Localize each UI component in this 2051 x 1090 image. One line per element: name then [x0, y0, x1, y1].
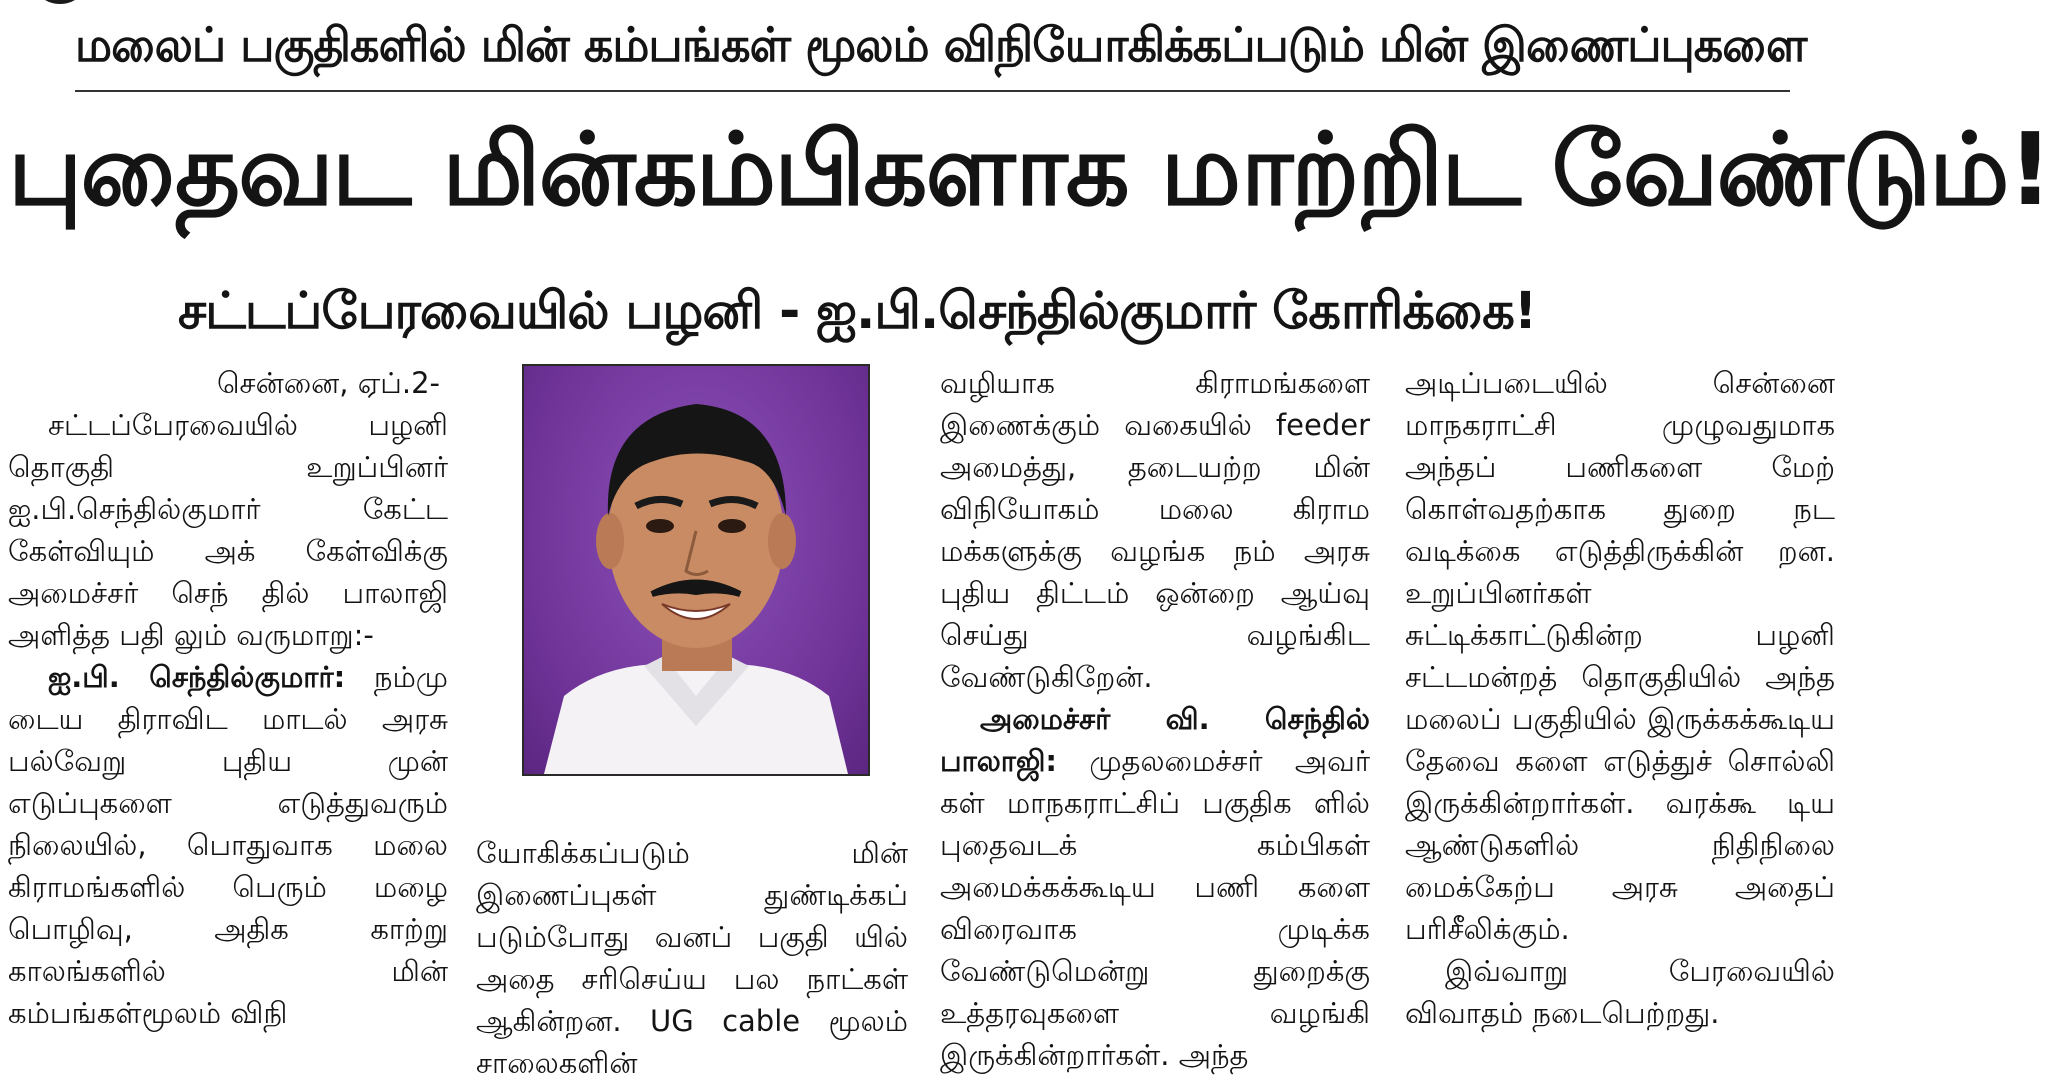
left-ear-shape — [596, 513, 624, 569]
col1-paragraph-2 — [8, 656, 448, 1034]
dateline: சென்னை, ஏப்.2- — [216, 366, 440, 400]
corner-ornament — [30, 0, 90, 4]
speaker-name-mla: ஐ.பி. செந்தில்குமார்: — [48, 660, 346, 694]
article-kicker: மலைப் பகுதிகளில் மின் கம்பங்கள் மூலம் விநியோகிக்கப்படும் மின் இணைப்புகளை — [75, 18, 1807, 73]
col3-paragraph-1: வழியாக கிராமங்களை இணைக்கும் வகையில் feeder அமைத்து, தடையற்ற மின் விநியோகம் மலை கிராம மக்களுக்கு வழங்க நம் அரசு புதிய திட்டம் ஒன்றை ஆய்வு செய்து வழங்கிட வேண்டுகிறேன். — [940, 366, 1370, 694]
left-eye-shape — [646, 519, 674, 533]
col3-paragraph-2 — [940, 698, 1370, 1076]
col2-paragraph: யோகிக்கப்படும் மின் இணைப்புகள் துண்டிக்கப் படும்போது வனப் பகுதி யில் அதை சரிசெய்ய பல நாட்கள் ஆகின்றன. UG cable மூலம் சாலைகளின் — [476, 836, 908, 1080]
speaker-name-minister: அமைச்சர் வி. செந்தில் பாலாஜி: — [940, 702, 1370, 778]
kicker-rule — [75, 90, 1790, 92]
article-subhead: சட்டப்பேரவையில் பழனி - ஐ.பி.செந்தில்குமார் கோரிக்கை! — [178, 282, 1537, 341]
article-column-3 — [940, 362, 1370, 1076]
article-column-2 — [476, 832, 908, 1084]
right-eye-shape — [718, 519, 746, 533]
portrait-photo — [522, 364, 870, 776]
portrait-illustration — [524, 366, 868, 774]
right-ear-shape — [768, 513, 796, 569]
col1-paragraph-1: சட்டப்பேரவையில் பழனி தொகுதி உறுப்பினர் ஐ.பி.செந்தில்குமார் கேட்ட கேள்வியும் அக் கேள்விக்கு அமைச்சர் செந் தில் பாலாஜி அளித்த பதி லும் வருமாறு:- — [8, 408, 448, 652]
col4-paragraph-1: அடிப்படையில் சென்னை மாநகராட்சி முழுவதுமாக அந்தப் பணிகளை மேற் கொள்வதற்காக துறை நட வடிக்கை எடுத்திருக்கின் றன. உறுப்பினர்கள் சுட்டிக்காட்டுகின்ற பழனி சட்டமன்றத் தொகுதியில் அந்த மலைப் பகுதியில் இருக்கக்கூடிய தேவை களை எடுத்துச் சொல்லி இருக்கின்றார்கள். வரக்கூ டிய ஆண்டுகளில் நிதிநிலை மைக்கேற்ப அரசு அதைப் பரிசீலிக்கும். — [1405, 366, 1835, 946]
col1-paragraph-2-text: நம்மு டைய திராவிட மாடல் அரசு பல்வேறு புதிய முன் எடுப்புகளை எடுத்துவரும் நிலையில், பொதுவாக மலை கிராமங்களில் பெரும் மழை பொழிவு, அதிக காற்று காலங்களில் மின் கம்பங்கள்மூலம் விநி — [8, 660, 449, 1030]
col3-paragraph-2-text: முதலமைச்சர் அவர் கள் மாநகராட்சிப் பகுதிக ளில் புதைவடக் கம்பிகள் அமைக்கக்கூடிய பணி களை விரைவாக முடிக்க வேண்டுமென்று துறைக்கு உத்தரவுகளை வழங்கி இருக்கின்றார்கள். அந்த — [940, 744, 1371, 1072]
col4-paragraph-2: இவ்வாறு பேரவையில் விவாதம் நடைபெற்றது. — [1405, 954, 1835, 1030]
article-column-4 — [1405, 362, 1835, 1034]
article-headline: புதைவட மின்கம்பிகளாக மாற்றிட வேண்டும்! — [8, 111, 2051, 228]
article-column-1 — [8, 362, 448, 1034]
